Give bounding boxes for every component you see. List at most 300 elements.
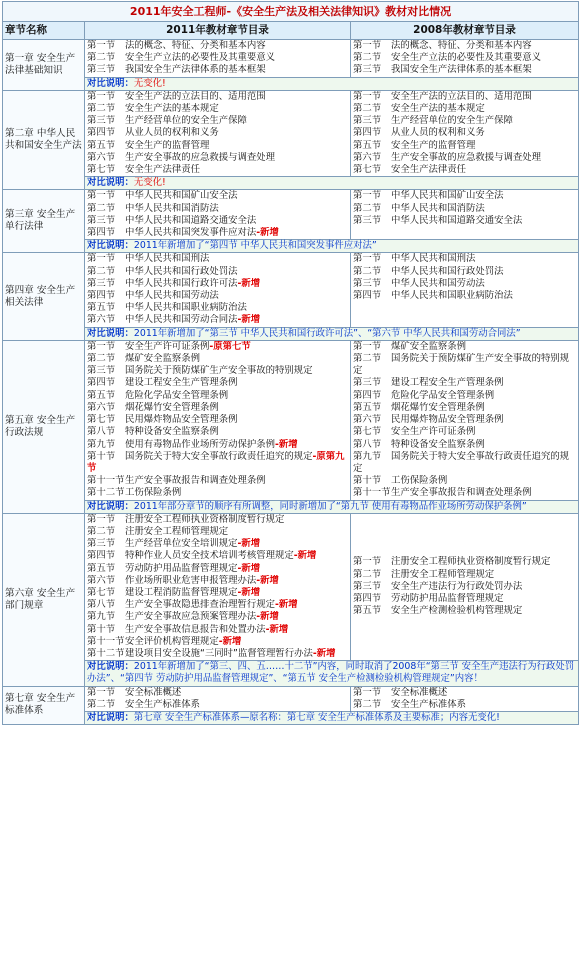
section-number: 第二节 [353, 265, 382, 277]
section-line [353, 439, 576, 451]
section-line [353, 699, 576, 711]
section-number: 第三节 [353, 377, 382, 389]
comparison-text: 2011年部分章节的顺序有所调整，同时新增加了“第九节 使用有毒物品作业场所劳动保护条例” [133, 500, 527, 512]
section-title: 安全标准概述 [391, 686, 448, 698]
section-title: 注册安全工程师管理规定 [125, 525, 229, 537]
section-title: 安全生产检测检验机构管理规定 [391, 605, 523, 617]
section-number: 第二节 [87, 698, 116, 710]
comparison-note-row [3, 177, 579, 190]
chapter-name: 第五章 安全生产行政法规 [3, 340, 85, 513]
section-number: 第二节 [87, 52, 116, 64]
section-title: 特种设备安全监察条例 [125, 426, 219, 438]
section-number: 第五节 [87, 139, 116, 151]
section-number: 第三节 [87, 538, 116, 550]
new-badge: -新增 [312, 647, 336, 659]
section-number: 第二节 [87, 525, 116, 537]
section-line [87, 40, 348, 52]
section-title: 国务院关于预防煤矿生产安全事故的特别规定 [353, 353, 570, 377]
new-badge: -新增 [256, 227, 279, 239]
section-number: 第十节 [87, 450, 116, 462]
section-line [87, 699, 348, 711]
section-number: 第十节 [87, 623, 116, 635]
section-title: 安全生产法的基本规定 [391, 103, 485, 115]
section-line [353, 52, 576, 64]
section-line [87, 439, 348, 451]
new-badge: -新增 [237, 277, 261, 289]
section-line [353, 215, 576, 227]
section-number: 第三节 [87, 214, 116, 226]
section-number: 第一节 [87, 90, 116, 102]
section-number: 第四节 [353, 127, 382, 139]
section-line [353, 140, 576, 152]
section-line [87, 341, 348, 353]
section-line [353, 127, 576, 139]
section-title: 特种设备安全监察条例 [391, 438, 485, 450]
section-title: 安全生产法的立法目的、适用范围 [125, 90, 266, 102]
comparison-label: 对比说明： [87, 177, 134, 189]
section-title: 作业场所职业危害申报管理办法 [125, 574, 257, 586]
section-number: 第七节 [87, 414, 116, 426]
section-number: 第五节 [353, 605, 382, 617]
section-number: 第二节 [353, 698, 382, 710]
section-line [87, 314, 348, 326]
section-line [87, 115, 348, 127]
section-title: 生产安全事故的应急救援与调查处理 [391, 151, 542, 163]
page-title: 2011年安全工程师-《安全生产法及相关法律知识》教材对比情况 [3, 2, 579, 22]
section-number: 第一节 [353, 90, 382, 102]
section-title: 中华人民共和国职业病防治法 [125, 302, 247, 314]
section-line [353, 451, 576, 475]
section-title: 安全生产标准体系 [125, 698, 201, 710]
section-title: 劳动防护用品监督管理规定 [125, 562, 238, 574]
section-number: 第四节 [87, 550, 116, 562]
chapter-row [3, 340, 579, 500]
section-title: 中华人民共和国劳动法 [125, 290, 219, 302]
section-title: 注册安全工程师执业资格制度暂行规定 [125, 513, 285, 525]
section-title: 注册安全工程师执业资格制度暂行规定 [391, 556, 551, 568]
section-number: 第三节 [87, 115, 116, 127]
comparison-note-row [3, 711, 579, 724]
section-title: 烟花爆竹安全管理条例 [125, 401, 219, 413]
section-number: 第六节 [87, 151, 116, 163]
contents-2011 [85, 513, 351, 660]
section-number: 第八节 [353, 438, 382, 450]
new-badge: -新增 [237, 562, 261, 574]
section-number: 第七节 [353, 164, 382, 176]
section-line [353, 377, 576, 389]
section-line [353, 278, 576, 290]
section-line [87, 140, 348, 152]
section-line [87, 152, 348, 164]
comparison-label: 对比说明： [87, 77, 134, 89]
section-number: 第三节 [87, 277, 116, 289]
section-line [353, 353, 576, 377]
section-line [87, 278, 348, 290]
section-number: 第三节 [353, 214, 382, 226]
comparison-label: 对比说明： [87, 500, 134, 512]
comparison-note [85, 711, 579, 724]
section-line [353, 266, 576, 278]
section-title: 生产安全事故隐患排查治理暂行规定 [125, 599, 276, 611]
section-title: 国务院关于特大安全事故行政责任追究的规定 [353, 450, 570, 474]
section-line [353, 687, 576, 699]
section-title: 生产安全事故信息报告和处置办法 [125, 623, 266, 635]
section-number: 第一节 [353, 686, 382, 698]
section-title: 国务院关于预防煤矿生产安全事故的特别规定 [125, 365, 313, 377]
comparison-note [85, 661, 579, 686]
section-line [87, 526, 348, 538]
section-line [353, 190, 576, 202]
section-line [87, 451, 348, 475]
section-title: 安全生产的监督管理 [391, 139, 476, 151]
section-number: 第七节 [87, 164, 116, 176]
section-number: 第十一节 [353, 487, 391, 499]
section-number: 第五节 [87, 389, 116, 401]
comparison-text: 2011年新增加了“第三、四、五……十二节”内容，同时取消了2008年“第三节 安全生产违法行为行政处罚办法”、“第四节 劳动防护用品监督管理规定”、“第五节 安全生产检测检验机构管理规定”内容！ [87, 661, 575, 685]
section-number: 第三节 [87, 64, 116, 76]
section-line [87, 599, 348, 611]
new-badge: -新增 [237, 538, 261, 550]
section-line [87, 52, 348, 64]
section-line [353, 581, 576, 593]
section-line [353, 475, 576, 487]
chapter-row [3, 90, 579, 176]
section-number: 第六节 [87, 574, 116, 586]
section-number: 第一节 [353, 340, 382, 352]
section-number: 第四节 [87, 377, 116, 389]
section-line [87, 475, 348, 487]
section-line [87, 575, 348, 587]
original-position-note: -原第七节 [209, 340, 251, 352]
comparison-text: 无变化! [133, 77, 166, 89]
contents-2008 [351, 513, 579, 660]
section-title: 中华人民共和国行政处罚法 [391, 265, 504, 277]
section-line [87, 365, 348, 377]
section-number: 第一节 [353, 253, 382, 265]
contents-2008 [351, 686, 579, 711]
section-title: 中华人民共和国道路交通安全法 [391, 214, 523, 226]
section-line [353, 556, 576, 568]
section-title: 中华人民共和国突发事件应对法 [125, 227, 257, 239]
comparison-note [85, 500, 579, 513]
new-badge: -新增 [256, 611, 279, 623]
section-line [87, 414, 348, 426]
section-title: 生产经营单位的安全生产保障 [391, 115, 513, 127]
chapter-name: 第七章 安全生产标准体系 [3, 686, 85, 725]
section-number: 第二节 [353, 103, 382, 115]
new-badge: -新增 [275, 599, 298, 611]
contents-2011 [85, 190, 351, 240]
section-line [353, 426, 576, 438]
section-line [353, 290, 576, 302]
section-title: 安全生产法律责任 [125, 164, 201, 176]
section-title: 中华人民共和国道路交通安全法 [125, 214, 257, 226]
section-line [353, 402, 576, 414]
section-line [353, 115, 576, 127]
section-line [353, 390, 576, 402]
section-title: 我国安全生产法律体系的基本框架 [391, 64, 532, 76]
section-number: 第二节 [353, 52, 382, 64]
section-title: 危险化学品安全管理条例 [391, 389, 495, 401]
section-number: 第二节 [87, 353, 116, 365]
header-row [3, 22, 579, 40]
section-line [87, 611, 348, 623]
comparison-label: 对比说明： [87, 240, 134, 252]
section-title: 烟花爆竹安全管理条例 [391, 401, 485, 413]
contents-2011 [85, 686, 351, 711]
section-number: 第四节 [87, 290, 116, 302]
section-number: 第二节 [87, 202, 116, 214]
comparison-note-row [3, 327, 579, 340]
section-title: 中华人民共和国行政许可法 [125, 277, 238, 289]
section-number: 第四节 [353, 290, 382, 302]
section-number: 第十二节 [87, 647, 125, 659]
section-number: 第三节 [353, 115, 382, 127]
section-line [87, 636, 348, 648]
section-number: 第五节 [87, 562, 116, 574]
contents-2008 [351, 40, 579, 78]
section-line [87, 215, 348, 227]
section-line [353, 487, 576, 499]
section-number: 第一节 [353, 190, 382, 202]
comparison-label: 对比说明： [87, 327, 134, 339]
section-line [87, 127, 348, 139]
header-2008-contents: 2008年教材章节目录 [351, 22, 579, 40]
section-title: 生产安全事故报告和调查处理条例 [125, 475, 266, 487]
section-title: 中华人民共和国矿山安全法 [125, 190, 238, 202]
section-line [87, 426, 348, 438]
comparison-note [85, 327, 579, 340]
section-line [87, 203, 348, 215]
section-number: 第四节 [353, 593, 382, 605]
section-number: 第六节 [353, 414, 382, 426]
section-line [87, 648, 348, 660]
comparison-text: 第七章 安全生产标准体系—原名称：第七章 安全生产标准体系及主要标准；内容无变化! [133, 711, 500, 723]
chapter-name: 第六章 安全生产部门规章 [3, 513, 85, 686]
section-title: 生产安全事故的应急救援与调查处理 [125, 151, 276, 163]
chapter-name: 第一章 安全生产法律基础知识 [3, 40, 85, 91]
section-title: 从业人员的权利和义务 [391, 127, 485, 139]
section-title: 安全生产许可证条例 [125, 340, 210, 352]
section-title: 从业人员的权利和义务 [125, 127, 219, 139]
section-title: 生产安全事故报告和调查处理条例 [391, 487, 532, 499]
chapter-row [3, 686, 579, 711]
section-title: 安全生产许可证条例 [391, 426, 476, 438]
section-number: 第一节 [87, 40, 116, 51]
section-number: 第六节 [87, 401, 116, 413]
section-number: 第十节 [353, 475, 382, 487]
comparison-note [85, 77, 579, 90]
section-title: 安全评价机构管理规定 [125, 635, 219, 647]
section-title: 生产经营单位安全培训规定 [125, 538, 238, 550]
section-line [87, 353, 348, 365]
header-chapter-name: 章节名称 [3, 22, 85, 40]
section-line [87, 550, 348, 562]
section-number: 第五节 [87, 302, 116, 314]
section-number: 第三节 [353, 64, 382, 76]
comparison-page [2, 1, 578, 725]
section-number: 第七节 [353, 426, 382, 438]
section-title: 建设工程安全生产管理条例 [391, 377, 504, 389]
section-line [87, 402, 348, 414]
section-number: 第四节 [353, 389, 382, 401]
section-title: 安全生产法的基本规定 [125, 103, 219, 115]
section-title: 工伤保险条例 [391, 475, 448, 487]
section-line [87, 302, 348, 314]
section-title: 建设工程消防监督管理规定 [125, 586, 238, 598]
section-line [87, 190, 348, 202]
section-title: 民用爆炸物品安全管理条例 [125, 414, 238, 426]
section-number: 第三节 [353, 277, 382, 289]
section-title: 中华人民共和国行政处罚法 [125, 265, 238, 277]
chapter-name: 第四章 安全生产相关法律 [3, 253, 85, 340]
section-title: 煤矿安全监察条例 [391, 340, 467, 352]
section-number: 第八节 [87, 426, 116, 438]
section-title: 中华人民共和国矿山安全法 [391, 190, 504, 202]
section-line [87, 514, 348, 526]
section-line [87, 227, 348, 239]
section-number: 第九节 [87, 438, 116, 450]
section-number: 第二节 [353, 353, 382, 365]
section-line [353, 593, 576, 605]
comparison-note-row [3, 240, 579, 253]
section-line [87, 64, 348, 76]
section-line [87, 624, 348, 636]
section-title: 国务院关于特大安全事故行政责任追究的规定 [125, 450, 313, 462]
new-badge: -新增 [275, 438, 298, 450]
section-title: 煤矿安全监察条例 [125, 353, 201, 365]
section-line [87, 377, 348, 389]
section-title: 注册安全工程师管理规定 [391, 568, 495, 580]
chapter-row [3, 513, 579, 660]
section-number: 第九节 [353, 450, 382, 462]
chapter-row [3, 40, 579, 78]
section-title: 建设工程安全生产管理条例 [125, 377, 238, 389]
section-number: 第一节 [87, 686, 116, 698]
chapter-name: 第三章 安全生产单行法律 [3, 190, 85, 253]
section-line [87, 538, 348, 550]
section-line [353, 91, 576, 103]
chapter-row [3, 253, 579, 327]
section-title: 安全生产标准体系 [391, 698, 467, 710]
comparison-text: 2011年新增加了“第三节 中华人民共和国行政许可法”、“第六节 中华人民共和国劳动合同法” [133, 327, 521, 339]
section-title: 中华人民共和国刑法 [391, 253, 476, 265]
section-number: 第一节 [87, 190, 116, 202]
section-number: 第四节 [87, 127, 116, 139]
section-line [353, 569, 576, 581]
section-title: 建设项目安全设施“三同时”监督管理暂行办法 [125, 647, 313, 659]
section-number: 第十一节 [87, 475, 125, 487]
section-line [353, 103, 576, 115]
comparison-note-row [3, 661, 579, 686]
section-number: 第一节 [87, 253, 116, 265]
section-title: 安全生产立法的必要性及其重要意义 [125, 52, 276, 64]
section-number: 第八节 [87, 599, 116, 611]
comparison-table [2, 1, 579, 725]
section-line [87, 563, 348, 575]
chapter-row [3, 190, 579, 240]
section-line [353, 164, 576, 176]
section-number: 第二节 [87, 103, 116, 115]
contents-2011 [85, 340, 351, 500]
section-number: 第六节 [87, 314, 116, 326]
section-line [87, 103, 348, 115]
section-title: 安全生产违法行为行政处罚办法 [391, 580, 523, 592]
section-title: 劳动防护用品监督管理规定 [391, 593, 504, 605]
section-number: 第五节 [353, 401, 382, 413]
section-number: 第三节 [87, 365, 116, 377]
section-line [87, 487, 348, 499]
contents-2008 [351, 340, 579, 500]
section-title: 安全标准概述 [125, 686, 182, 698]
section-line [87, 253, 348, 265]
section-number: 第一节 [353, 556, 382, 568]
section-title: 中华人民共和国消防法 [125, 202, 219, 214]
comparison-note [85, 177, 579, 190]
section-title: 安全生产的监督管理 [125, 139, 210, 151]
section-title: 我国安全生产法律体系的基本框架 [125, 64, 266, 76]
comparison-text: 无变化! [133, 177, 166, 189]
contents-2011 [85, 90, 351, 176]
section-title: 法的概念、特征、分类和基本内容 [125, 40, 266, 51]
section-number: 第二节 [353, 568, 382, 580]
section-line [353, 64, 576, 76]
section-title: 法的概念、特征、分类和基本内容 [391, 40, 532, 51]
section-number: 第一节 [87, 513, 116, 525]
section-title: 工伤保险条例 [125, 487, 182, 499]
section-number: 第一节 [353, 40, 382, 51]
contents-2008 [351, 90, 579, 176]
section-title: 民用爆炸物品安全管理条例 [391, 414, 504, 426]
section-line [87, 164, 348, 176]
section-number: 第十一节 [87, 635, 125, 647]
section-title: 生产安全事故应急预案管理办法 [125, 611, 257, 623]
section-line [353, 414, 576, 426]
section-title: 危险化学品安全管理条例 [125, 389, 229, 401]
section-number: 第十二节 [87, 487, 125, 499]
section-number: 第七节 [87, 586, 116, 598]
section-number: 第六节 [353, 151, 382, 163]
section-title: 中华人民共和国刑法 [125, 253, 210, 265]
section-title: 安全生产立法的必要性及其重要意义 [391, 52, 542, 64]
comparison-note-row [3, 77, 579, 90]
section-number: 第四节 [87, 227, 116, 239]
section-line [353, 341, 576, 353]
comparison-text: 2011年新增加了“第四节 中华人民共和国突发事件应对法” [133, 240, 377, 252]
section-line [353, 605, 576, 617]
chapter-name: 第二章 中华人民共和国安全生产法 [3, 90, 85, 190]
new-badge: -新增 [218, 635, 242, 647]
section-line [87, 91, 348, 103]
section-title: 中华人民共和国劳动合同法 [125, 314, 238, 326]
contents-2011 [85, 253, 351, 327]
section-title: 中华人民共和国职业病防治法 [391, 290, 513, 302]
section-title: 中华人民共和国劳动法 [391, 277, 485, 289]
comparison-label: 对比说明： [87, 661, 134, 673]
section-title: 安全生产法的立法目的、适用范围 [391, 90, 532, 102]
section-line [87, 290, 348, 302]
section-line [87, 390, 348, 402]
new-badge: -新增 [265, 623, 289, 635]
section-line [87, 266, 348, 278]
new-badge: -新增 [237, 314, 261, 326]
new-badge: -新增 [256, 574, 279, 586]
section-title: 特种作业人员安全技术培训考核管理规定 [125, 550, 294, 562]
section-title: 生产经营单位的安全生产保障 [125, 115, 247, 127]
contents-2008 [351, 253, 579, 327]
new-badge: -新增 [237, 586, 261, 598]
header-2011-contents: 2011年教材章节目录 [85, 22, 351, 40]
